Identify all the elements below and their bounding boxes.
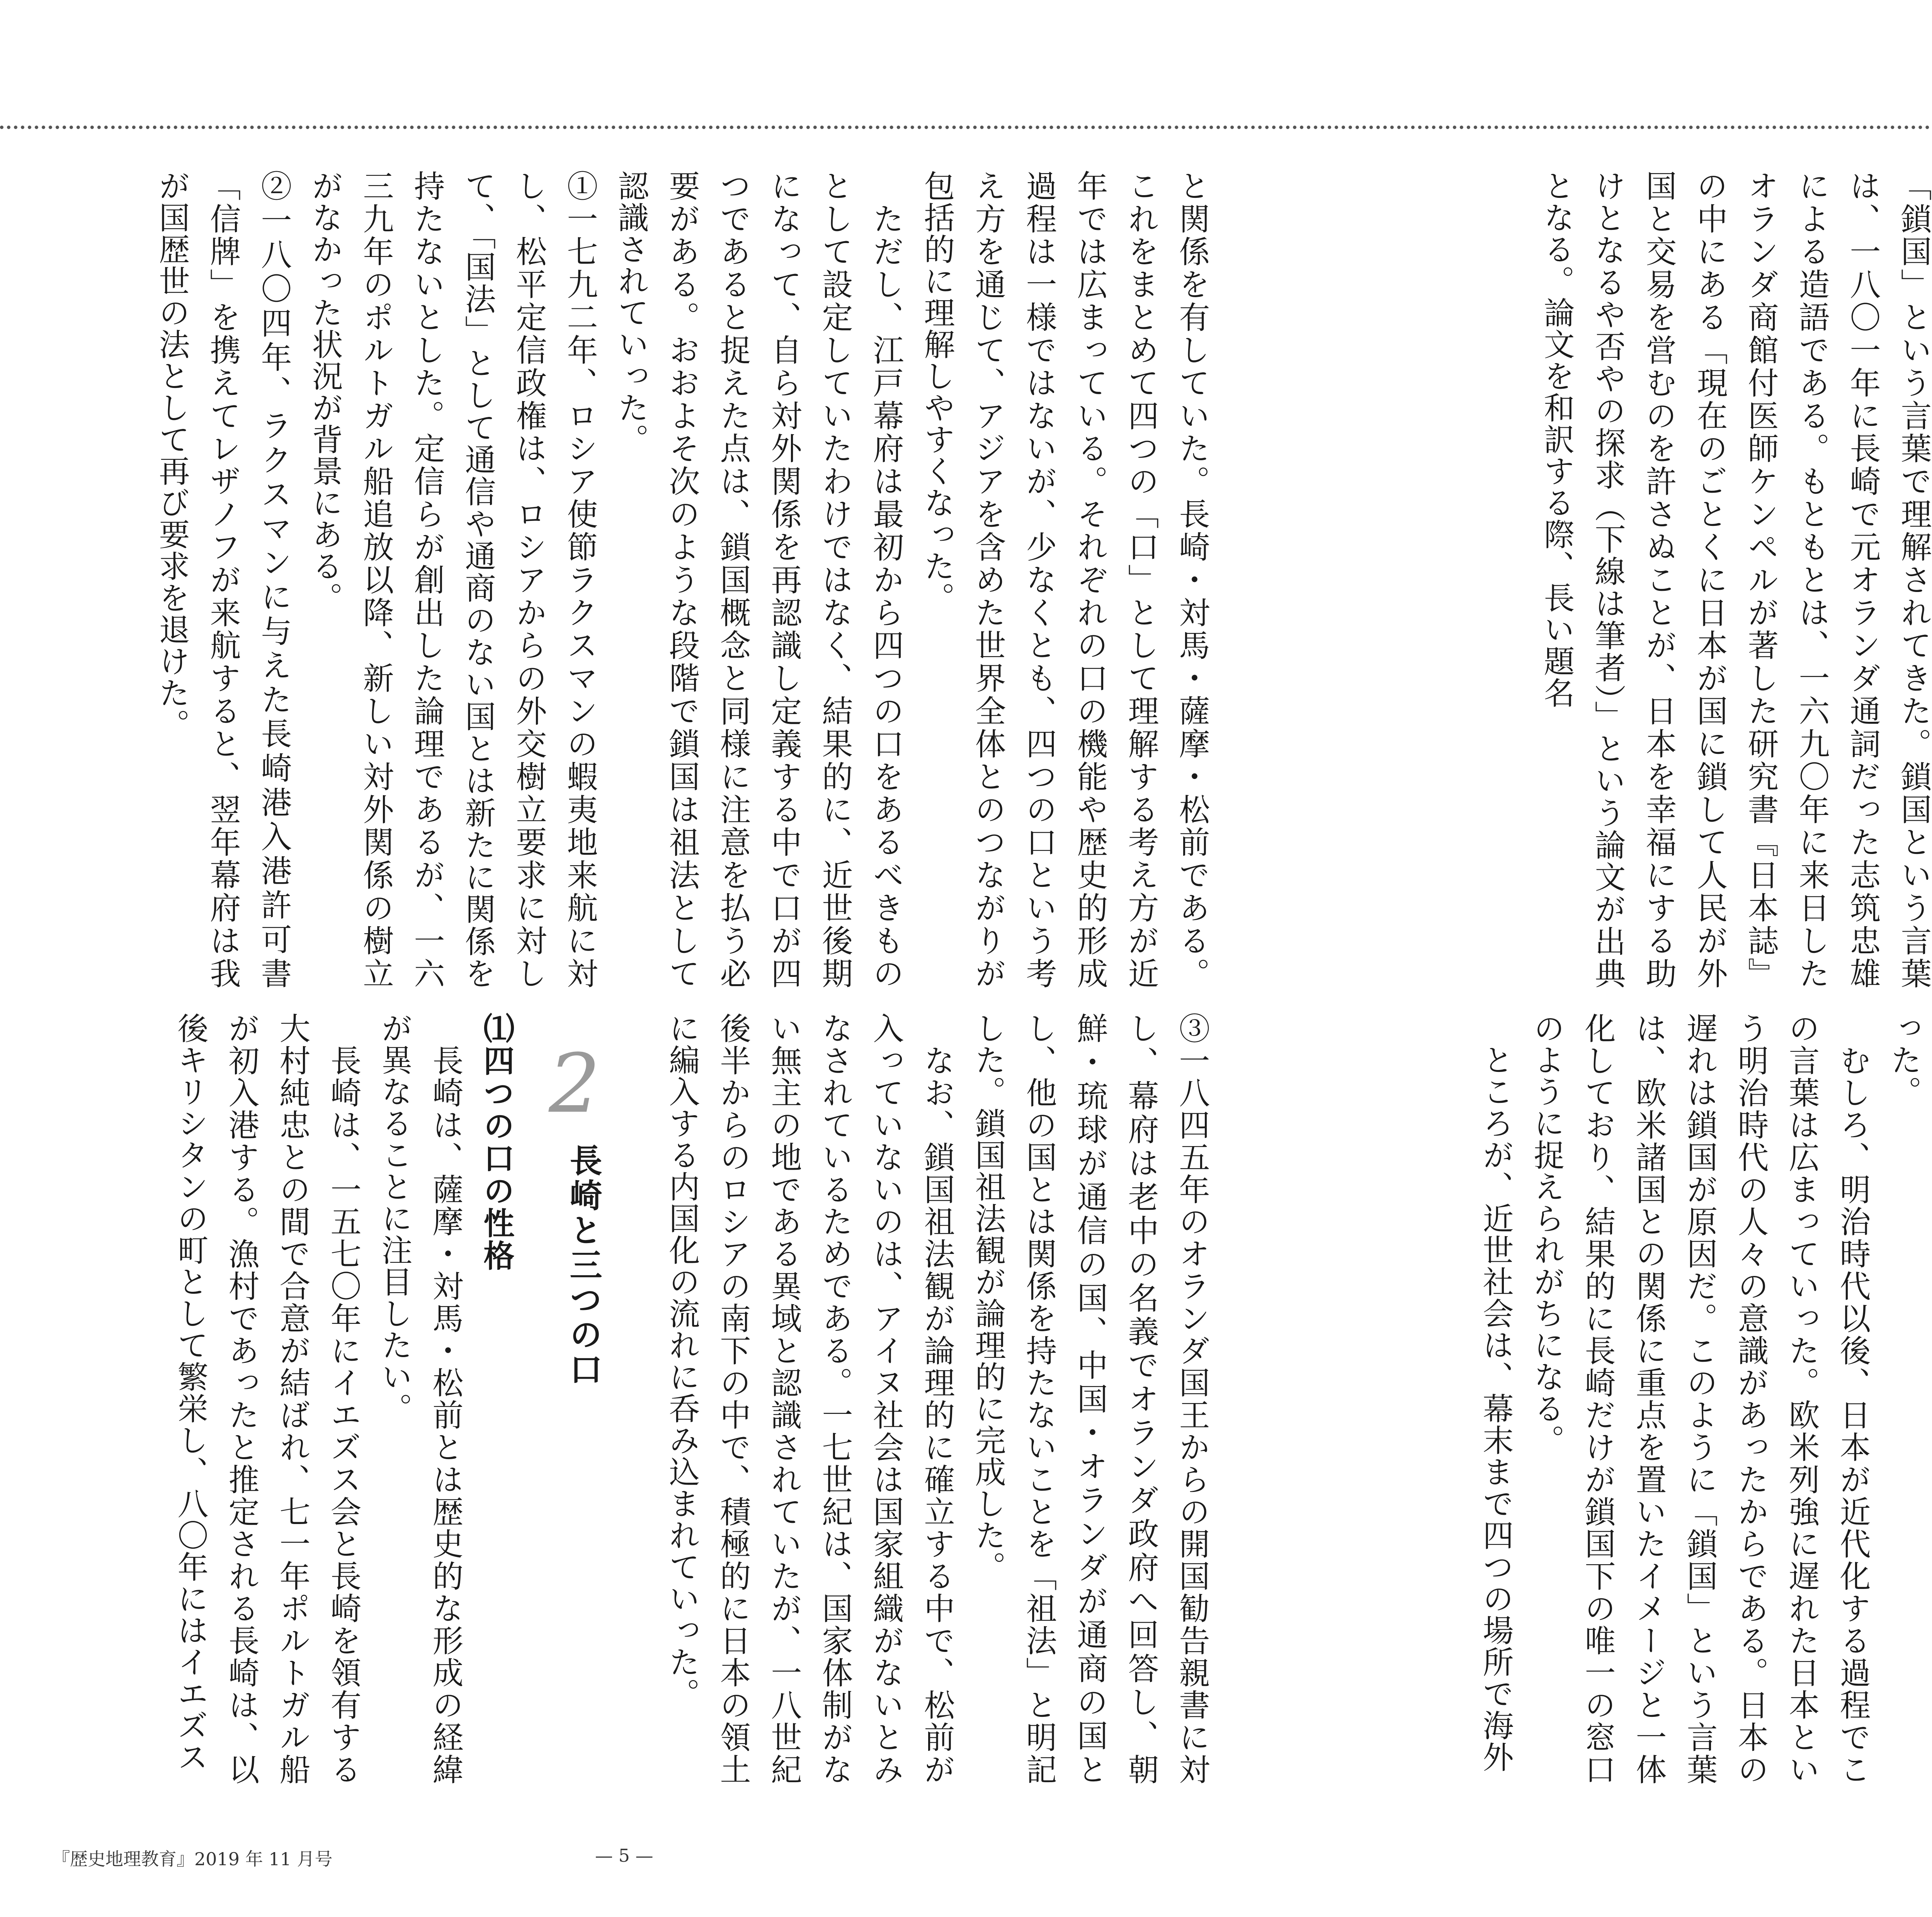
paragraph: 「鎖国」という言葉で理解されてきた。鎖国という言葉は、一八〇一年に長崎で元オランダ通詞だった志筑忠雄による造語である。もともとは、一六九〇年に来日したオランダ商館付医師ケンペルが著した研究書『日本誌』の中にある「現在のごとくに日本が国に鎖して人民が外国と交易を営むのを許さぬことが、日本を幸福にする助けとなるや否やの探求（下線は筆者）」という論文が出典となる。論文を和訳する際、長い題名 xyxy=(1539,170,1932,990)
paragraph: と関係を有していた。長崎・対馬・薩摩・松前である。これをまとめて四つの「口」として理解する考え方が近年では広まっている。それぞれの口の機能や歴史的形成過程は一様ではないが、少なくとも、四つの口という考え方を通じて、アジアを含めた世界全体とのつながりが包括的に理解しやすくなった。 xyxy=(919,170,1210,989)
left-page-upper-text xyxy=(155,170,1217,989)
right-page-lower-text xyxy=(1478,1012,1932,1786)
paragraph: むしろ、明治時代以後、日本が近代化する過程でこの言葉は広まっていった。欧米列強に遅れた日本という明治時代の人々の意識があったからである。日本の遅れは鎖国が原因だ。このように「鎖国」という言葉は、欧米諸国との関係に重点を置いたイメージと一体化しており、結果的に長崎だけが鎖国下の唯一の窓口のように捉えられがちになる。 xyxy=(1529,1012,1871,1786)
right-page-upper-text xyxy=(1507,170,1932,989)
paragraph: った。 xyxy=(1886,1012,1922,1107)
header-rule xyxy=(0,126,1932,129)
paragraph: 長崎は、薩摩・対馬・松前とは歴史的な形成の経緯が異なることに注目したい。 xyxy=(376,1012,463,1786)
paragraph: ところが、近世社会は、幕末まで四つの場所で海外 xyxy=(1478,1012,1514,1773)
paragraph: ③一八四五年のオランダ国王からの開国勧告親書に対し、幕府は老中の名義でオランダ政府へ回答し、朝鮮・琉球が通信の国、中国・オランダが通商の国とし、他の国とは関係を持たないことを「祖法」と明記した。鎖国祖法観が論理的に完成した。 xyxy=(970,1012,1210,1786)
section2-number: 2 xyxy=(549,1036,600,1131)
footer-publication: 『歴史地理教育』2019 年 11 月号 xyxy=(52,1849,333,1869)
paragraph: なお、鎖国祖法観が論理的に確立する中で、松前が入っていないのは、アイヌ社会は国家組織がないとみなされているためである。一七世紀は、国家体制がない無主の地である異域と認識されていたが、一八世紀後半からのロシアの南下の中で、積極的に日本の領土に編入する内国化の流れに呑み込まれていった。 xyxy=(664,1012,955,1786)
paragraph: ①一七九二年、ロシア使節ラクスマンの蝦夷地来航に対し、松平定信政権は、ロシアからの外交樹立要求に対して、「国法」として通信や通商のない国とは新たに関係を持たないとした。定信らが創出した論理であるが、一六三九年のポルトガル船追放以降、新しい対外関係の樹立がなかった状況が背景にある。 xyxy=(307,170,598,989)
paragraph: ただし、江戸幕府は最初から四つの口をあるべきものとして設定していたわけではなく、結果的に、近世後期になって、自ら対外関係を再認識し定義する中で口が四つであると捉えた点は、鎖国概念と同様に注意を払う必要がある。おおよそ次のような段階で鎖国は祖法として認識されていった。 xyxy=(613,170,904,989)
paragraph: 長崎は、一五七〇年にイエズス会と長崎を領有する大村純忠との間で合意が結ばれ、七一年ポルトガル船が初入港する。漁村であったと推定される長崎は、以後キリシタンの町として繁栄し、八〇年にはイエズス xyxy=(172,1012,361,1785)
paragraph: ②一八〇四年、ラクスマンに与えた長崎港入港許可書「信牌」を携えてレザノフが来航すると、翌年幕府は我が国歴世の法として再び要求を退けた。 xyxy=(154,170,292,989)
left-page-lower-text-a xyxy=(649,1012,1217,1785)
section2-title: 長崎と三つの口 xyxy=(565,1144,602,1387)
left-page-lower-text-b xyxy=(155,1012,522,1785)
left-page-number: — 5 — xyxy=(595,1845,653,1866)
section2-subheading: ⑴四つの口の性格 xyxy=(478,1012,514,1272)
